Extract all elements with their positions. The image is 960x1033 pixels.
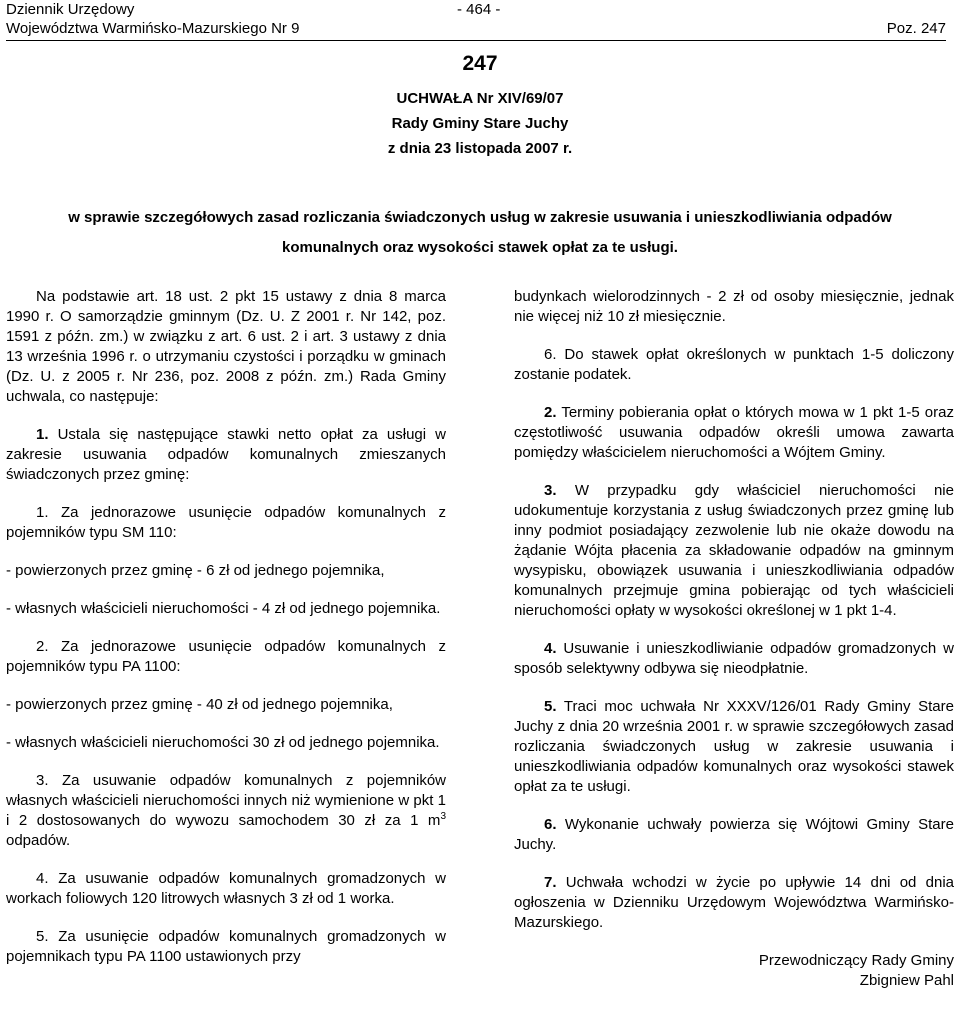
section-1-number: 1. xyxy=(36,426,49,443)
section-7-text: Uchwała wchodzi w życie po upływie 14 dni od dnia ogłoszenia w Dzienniku Urzędowym Województwa Warmińsko-Mazurskiego. xyxy=(514,874,954,931)
section-1-text: Ustala się następujące stawki netto opłat za usługi w zakresie usuwania odpadów komunalnych zmieszanych świadczonych przez gminę: xyxy=(6,426,446,483)
section-4-text: Usuwanie i unieszkodliwianie odpadów gromadzonych w sposób selektywny odbywa się nieodpłatnie. xyxy=(514,640,954,677)
point-6: 6. Do stawek opłat określonych w punktach 1-5 doliczony zostanie podatek. xyxy=(514,346,954,383)
title-block xyxy=(0,50,960,161)
page-number: - 464 - xyxy=(457,1,501,18)
section-6-number: 6. xyxy=(544,816,557,833)
journal-name: Dziennik Urzędowy xyxy=(6,1,135,18)
point-2-item-a: - powierzonych przez gminę - 40 zł od jednego pojemnika, xyxy=(6,696,393,713)
section-1 xyxy=(6,425,446,485)
point-3-superscript: 3 xyxy=(440,811,446,822)
resolution-date: z dnia 23 listopada 2007 r. xyxy=(387,140,573,157)
point-1: 1. Za jednorazowe usunięcie odpadów komunalnych z pojemników typu SM 110: xyxy=(6,504,446,541)
section-3 xyxy=(514,481,954,621)
section-3-number: 3. xyxy=(544,482,557,499)
point-2-item-b: - własnych właścicieli nieruchomości 30 zł od jednego pojemnika. xyxy=(6,734,440,751)
resolution-title: UCHWAŁA Nr XIV/69/07 xyxy=(396,90,564,107)
point-3-end: odpadów. xyxy=(6,832,71,849)
right-column xyxy=(514,287,954,991)
preamble: Na podstawie art. 18 ust. 2 pkt 15 ustawy z dnia 8 marca 1990 r. O samorządzie gminnym (Dz. U. Z 2001 r. Nr 142, poz. 1591 z późn. zm.) w związku z art. 6 ust. 2 i art. 3 ustawy z dnia 13 września 1996 r. o utrzymaniu czystości i porządku w gminach (Dz. U. z 2005 r. Nr 236, poz. 2008 z późn. zm.) Rada Gminy uchwala, co następuje: xyxy=(6,288,446,405)
point-5-continued: budynkach wielorodzinnych - 2 zł od osoby miesięcznie, jednak nie więcej niż 10 zł miesięcznie. xyxy=(514,288,954,325)
section-6-text: Wykonanie uchwały powierza się Wójtowi Gminy Stare Juchy. xyxy=(514,816,954,853)
section-7 xyxy=(514,873,954,933)
point-2: 2. Za jednorazowe usunięcie odpadów komunalnych z pojemników typu PA 1100: xyxy=(6,638,446,675)
section-4 xyxy=(514,639,954,679)
section-5-text: Traci moc uchwała Nr XXXV/126/01 Rady Gminy Stare Juchy z dnia 20 września 2001 r. w sprawie szczegółowych zasad rozliczania świadczonych usług w zakresie usuwania i unieszkodliwiania odpadów komunalnych oraz wysokości stawek opłat za te usługi. xyxy=(514,698,954,795)
point-1-item-a: - powierzonych przez gminę - 6 zł od jednego pojemnika, xyxy=(6,562,385,579)
position-number: Poz. 247 xyxy=(886,20,946,37)
page-header xyxy=(6,0,946,40)
issuing-body: Rady Gminy Stare Juchy xyxy=(391,115,569,132)
point-3-text: 3. Za usuwanie odpadów komunalnych z pojemników własnych właścicieli nieruchomości innych niż wymienione w pkt 1 i 2 dostosowanych do wywozu samochodem 30 zł za 1 m xyxy=(6,772,446,829)
resolution-subject xyxy=(0,203,960,263)
section-6 xyxy=(514,815,954,855)
section-5-number: 5. xyxy=(544,698,557,715)
signature-name: Zbigniew Pahl xyxy=(859,972,954,989)
section-2-number: 2. xyxy=(544,404,557,421)
point-5: 5. Za usunięcie odpadów komunalnych gromadzonych w pojemnikach typu PA 1100 ustawionych przy xyxy=(6,928,446,965)
journal-region: Województwa Warmińsko-Mazurskiego Nr 9 xyxy=(6,20,300,37)
section-5 xyxy=(514,697,954,797)
document-number: 247 xyxy=(462,52,498,75)
subject-line-2: komunalnych oraz wysokości stawek opłat za te usługi. xyxy=(282,239,678,256)
signature-title: Przewodniczący Rady Gminy xyxy=(758,952,954,969)
point-1-item-b: - własnych właścicieli nieruchomości - 4 zł od jednego pojemnika. xyxy=(6,600,441,617)
header-rule xyxy=(6,40,946,41)
section-4-number: 4. xyxy=(544,640,557,657)
section-3-text: W przypadku gdy właściciel nieruchomości nie udokumentuje korzystania z usług świadczonych przez gminę lub inny podmiot posiadający zezwolenie lub nie okaże dowodu na żądanie Wójta płacenia za składowanie odpadów na gminnym wysypisku, obowiązek usuwania i unieszkodliwiania odpadów komunalnych przejmuje gmina pobierając od tych właścicieli nieruchomości opłaty w wysokości określonej w 1 pkt 1-4. xyxy=(514,482,954,619)
subject-line-1: w sprawie szczegółowych zasad rozliczania świadczonych usług w zakresie usuwania i unieszkodliwiania odpadów xyxy=(68,209,892,226)
section-2-text: Terminy pobierania opłat o których mowa w 1 pkt 1-5 oraz częstotliwość usuwania odpadów określi umowa zawarta pomiędzy właścicielem nieruchomości a Wójtem Gminy. xyxy=(514,404,954,461)
point-3 xyxy=(6,771,446,851)
section-7-number: 7. xyxy=(544,874,557,891)
point-4: 4. Za usuwanie odpadów komunalnych gromadzonych w workach foliowych 120 litrowych własnych 3 zł od 1 worka. xyxy=(6,870,446,907)
left-column xyxy=(6,287,446,985)
section-2 xyxy=(514,403,954,463)
